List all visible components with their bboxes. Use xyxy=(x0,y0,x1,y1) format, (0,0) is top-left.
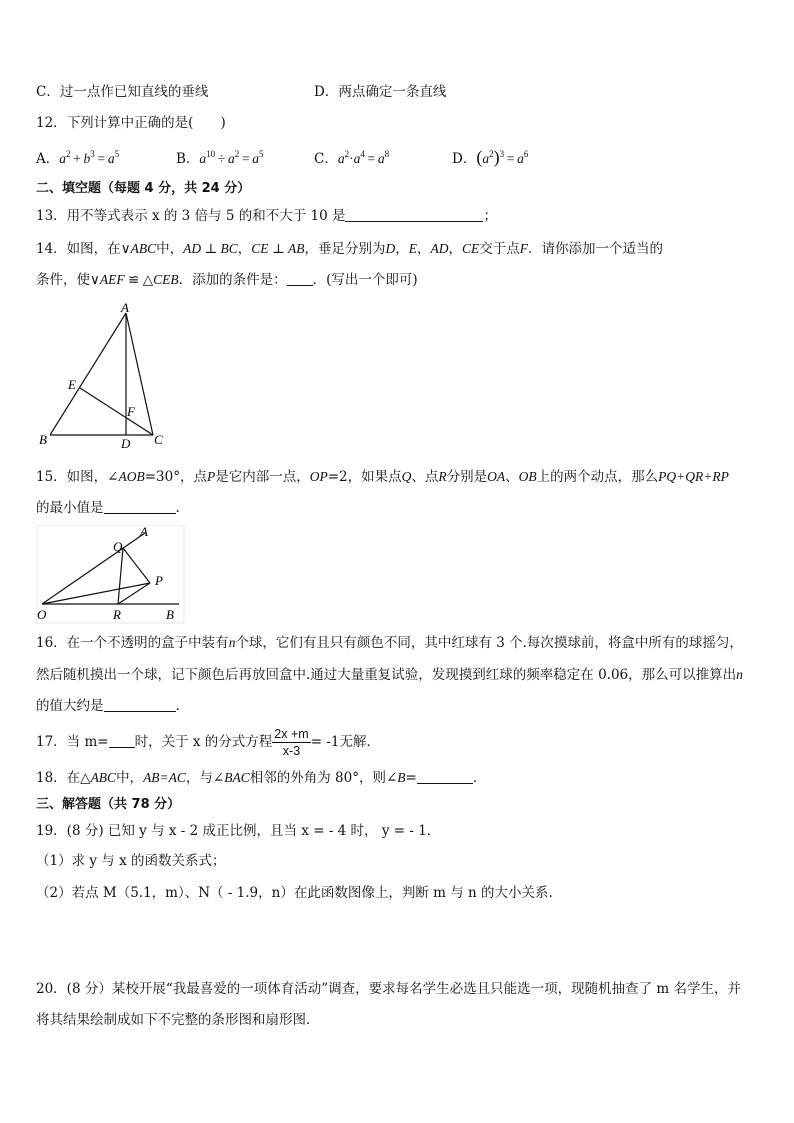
q15-line1: 15．如图，∠AOB=30°，点P是它内部一点，OP=2，如果点Q、点R分别是OA、OB上的两个动点，那么PQ+QR+RP xyxy=(36,469,729,485)
q12-stem: 12．下列计算中正确的是( ) xyxy=(36,115,226,131)
q15-angle-figure xyxy=(36,525,186,625)
ray-oa xyxy=(42,533,145,604)
q15-label-b: B xyxy=(166,607,174,622)
q15-label-p: P xyxy=(155,573,163,588)
q19-stem: 19．(8 分) 已知 y 与 x - 2 成正比例，且当 x = - 4 时， y = - 1． xyxy=(36,823,441,839)
altitude-ce xyxy=(80,388,153,435)
q19-part2: （2）若点 M（5.1，m）、N（ - 1.9，n）在此函数图像上，判断 m 与 n 的大小关系. xyxy=(36,885,553,901)
q16-line3: 的值大约是 . xyxy=(36,698,180,714)
q19-part1: （1）求 y 与 x 的函数关系式； xyxy=(36,853,226,869)
q17: 17．当 m= 时，关于 x 的分式方程 $\frac{2x +m}{x-3}$ = -1无解． xyxy=(36,727,380,758)
q15-label-o: O xyxy=(37,607,47,622)
q15-label-a: A xyxy=(140,525,148,539)
q11-option-d: D．两点确定一条直线 xyxy=(314,84,447,100)
q17-answer-blank xyxy=(109,733,135,748)
q14-label-d: D xyxy=(121,436,131,450)
segment-qr xyxy=(118,548,123,604)
q12-option-d: D．$(a^2)^3 = a^6$ xyxy=(452,147,529,167)
q20-line1: 20．(8 分）某校开展“我最喜爱的一项体育活动”调查，要求每名学生必选且只能选一项，现随机抽查了 m 名学生，并 xyxy=(36,981,742,997)
q15-label-r: R xyxy=(113,607,121,622)
section-3-heading: 三、解答题（共 78 分） xyxy=(36,797,181,812)
q14-triangle-figure xyxy=(30,300,180,450)
q18: 18．在△ABC中，AB=AC，与∠BAC相邻的外角为 80°，则∠B= ． xyxy=(36,770,487,786)
segment-qp xyxy=(123,548,150,583)
q12-option-c: C．$a^2\cdot a^4 = a^8$ xyxy=(314,149,390,167)
section-2-heading: 二、填空题（每题 4 分，共 24 分） xyxy=(36,181,251,196)
q15-line2: 的最小值是 . xyxy=(36,500,180,516)
q13: 13．用不等式表示 x 的 3 倍与 5 的和不大于 10 是 ； xyxy=(36,208,497,224)
q14-line2: 条件，使∨AEF ≌ △CEB．添加的条件是： ．(写出一个即可) xyxy=(36,272,418,288)
q20-line2: 将其结果绘制成如下不完整的条形图和扇形图． xyxy=(36,1012,320,1028)
q14-label-c: C xyxy=(154,432,163,447)
q11-option-c: C．过一点作已知直线的垂线 xyxy=(36,84,209,100)
q16-answer-blank xyxy=(104,697,176,712)
q15-label-q: Q xyxy=(113,539,123,554)
q14-label-a: A xyxy=(121,300,129,315)
q14-answer-blank xyxy=(287,271,313,286)
q12-option-a: A．$a^2 + b^3 = a^5$ xyxy=(36,149,120,167)
q14-label-f: F xyxy=(127,404,135,419)
q16-line1: 16．在一个不透明的盒子中装有n个球，它们有且只有颜色不同，其中红球有 3 个.每次摸球前，将盒中所有的球摇匀， xyxy=(36,635,743,651)
q15-answer-blank xyxy=(104,499,176,514)
q14-line1: 14．如图，在∨ABC中，AD ⊥ BC，CE ⊥ AB，垂足分别为D，E，AD，CE交于点F．请你添加一个适当的 xyxy=(36,241,664,257)
q14-label-b: B xyxy=(39,432,47,447)
side-ab xyxy=(50,313,126,435)
q16-line2: 然后随机摸出一个球，记下颜色后再放回盒中.通过大量重复试验，发现摸到红球的频率稳定在 0.06，那么可以推算出n xyxy=(36,667,743,683)
q12-option-b: B．$a^{10} \div a^2 = a^5$ xyxy=(176,149,264,167)
q17-fraction: $\frac{2x +m}{x-3}$ xyxy=(274,727,309,758)
q14-label-e: E xyxy=(68,377,76,392)
q13-answer-blank xyxy=(345,207,483,222)
q18-answer-blank xyxy=(417,769,473,784)
